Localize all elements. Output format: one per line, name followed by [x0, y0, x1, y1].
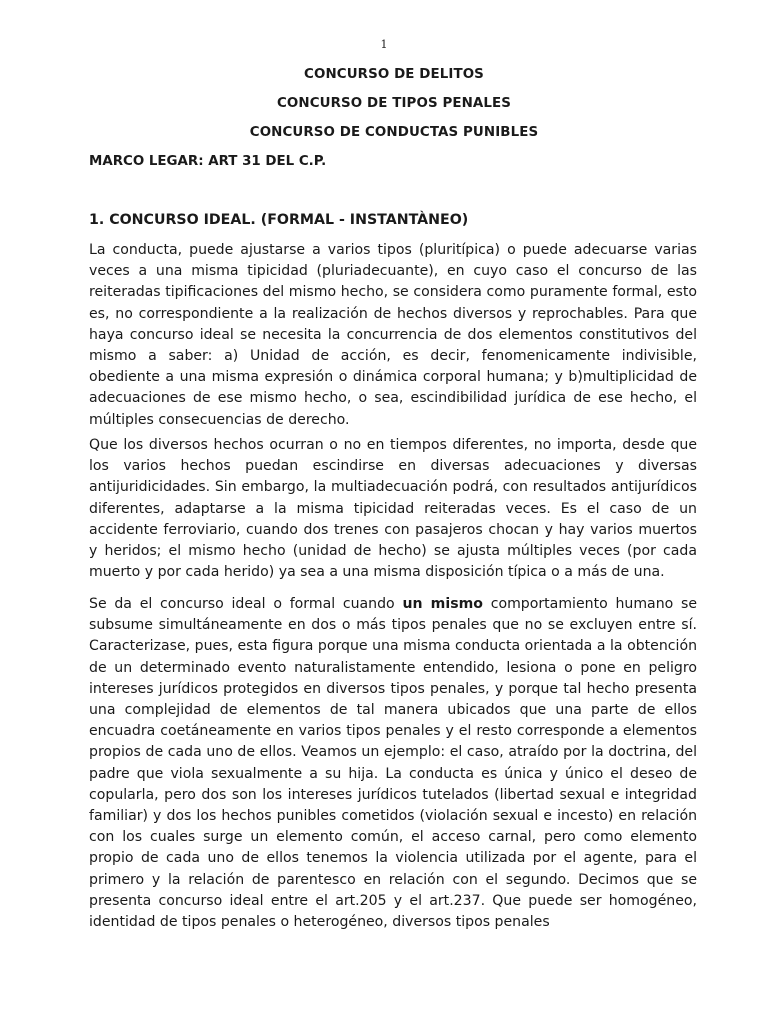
paragraph-3-intro: Se da el concurso ideal o formal cuando [89, 596, 403, 612]
page-number: 1 [380, 38, 388, 51]
title-concurso-de-tipos-penales: CONCURSO DE TIPOS PENALES [276, 96, 512, 111]
title-concurso-de-delitos: CONCURSO DE DELITOS [304, 67, 484, 82]
paragraph-3-body: comportamiento humano se subsume simultáneamente en dos o más tipos penales que no se excluyen entre sí. Caracterizase, pues, esta figura porque una misma conducta orientada a la obtención de un determinado evento naturalistamente entendido, lesiona o pone en peligro intereses jurídicos protegidos en diversos tipos penales, y porque tal hecho presenta una complejidad de elementos de tal manera ubicados que una parte de ellos encuadra coetáneamente en varios tipos penales y el resto corresponde a elementos propios de cada uno de ellos. Veamos un ejemplo: el caso, atraído por la doctrina, del padre que viola sexualmente a su hija. La conducta es única y único el deseo de copularla, pero dos son los intereses jurídicos tutelados (libertad sexual e integridad familiar) y dos los hechos punibles cometidos (violación sexual e incesto) en relación con los cuales surge un elemento común, el acceso carnal, pero como elemento propio de cada uno de ellos tenemos la violencia utilizada por el agente, para el primero y la relación de parentesco en relación con el segundo. Decimos que se presenta concurso ideal entre el art.205 y el art.237. Que puede ser homogéneo, identidad de tipos penales o heterogéneo, diversos tipos penales [89, 596, 698, 931]
paragraph-3-emphasis: un mismo [402, 596, 483, 612]
paragraph-2: Que los diversos hechos ocurran o no en tiempos diferentes, no importa, desde que los varios hechos puedan escindirse en diversas adecuaciones y diversas antijuridicidades. Sin embargo, la multiadecuación podrá, con resultados antijurídicos diferentes, adaptarse a la misma tipicidad reiteradas veces. Es el caso de un accidente ferroviario, cuando dos trenes con pasajeros chocan y hay varios muertos y heridos; el mismo hecho (unidad de hecho) se ajusta múltiples veces (por cada muerto y por cada herido) ya sea a una misma disposición típica o a más de una. [89, 437, 697, 581]
paragraph-3 [89, 594, 697, 933]
paragraph-1: La conducta, puede ajustarse a varios tipos (pluritípica) o puede adecuarse varias veces a una misma tipicidad (pluriadecuante), en cuyo caso el concurso de las reiteradas tipificaciones del mismo hecho, se considera como puramente formal, esto es, no correspondiente a la realización de hechos diversos y reprochables. Para que haya concurso ideal se necesita la concurrencia de dos elementos constitutivos del mismo a saber: a) Unidad de acción, es decir, fenomenicamente indivisible, obediente a una misma expresión o dinámica corporal humana; y b)multiplicidad de adecuaciones de ese mismo hecho, o sea, escindibilidad jurídica de ese hecho, el múltiples consecuencias de derecho. [89, 242, 697, 428]
legal-framework-heading: MARCO LEGAR: ART 31 DEL C.P. [89, 154, 327, 169]
section-title-concurso-ideal: 1. CONCURSO IDEAL. (FORMAL - INSTANTÀNEO) [89, 212, 469, 228]
title-concurso-de-conductas-punibles: CONCURSO DE CONDUCTAS PUNIBLES [249, 125, 539, 140]
